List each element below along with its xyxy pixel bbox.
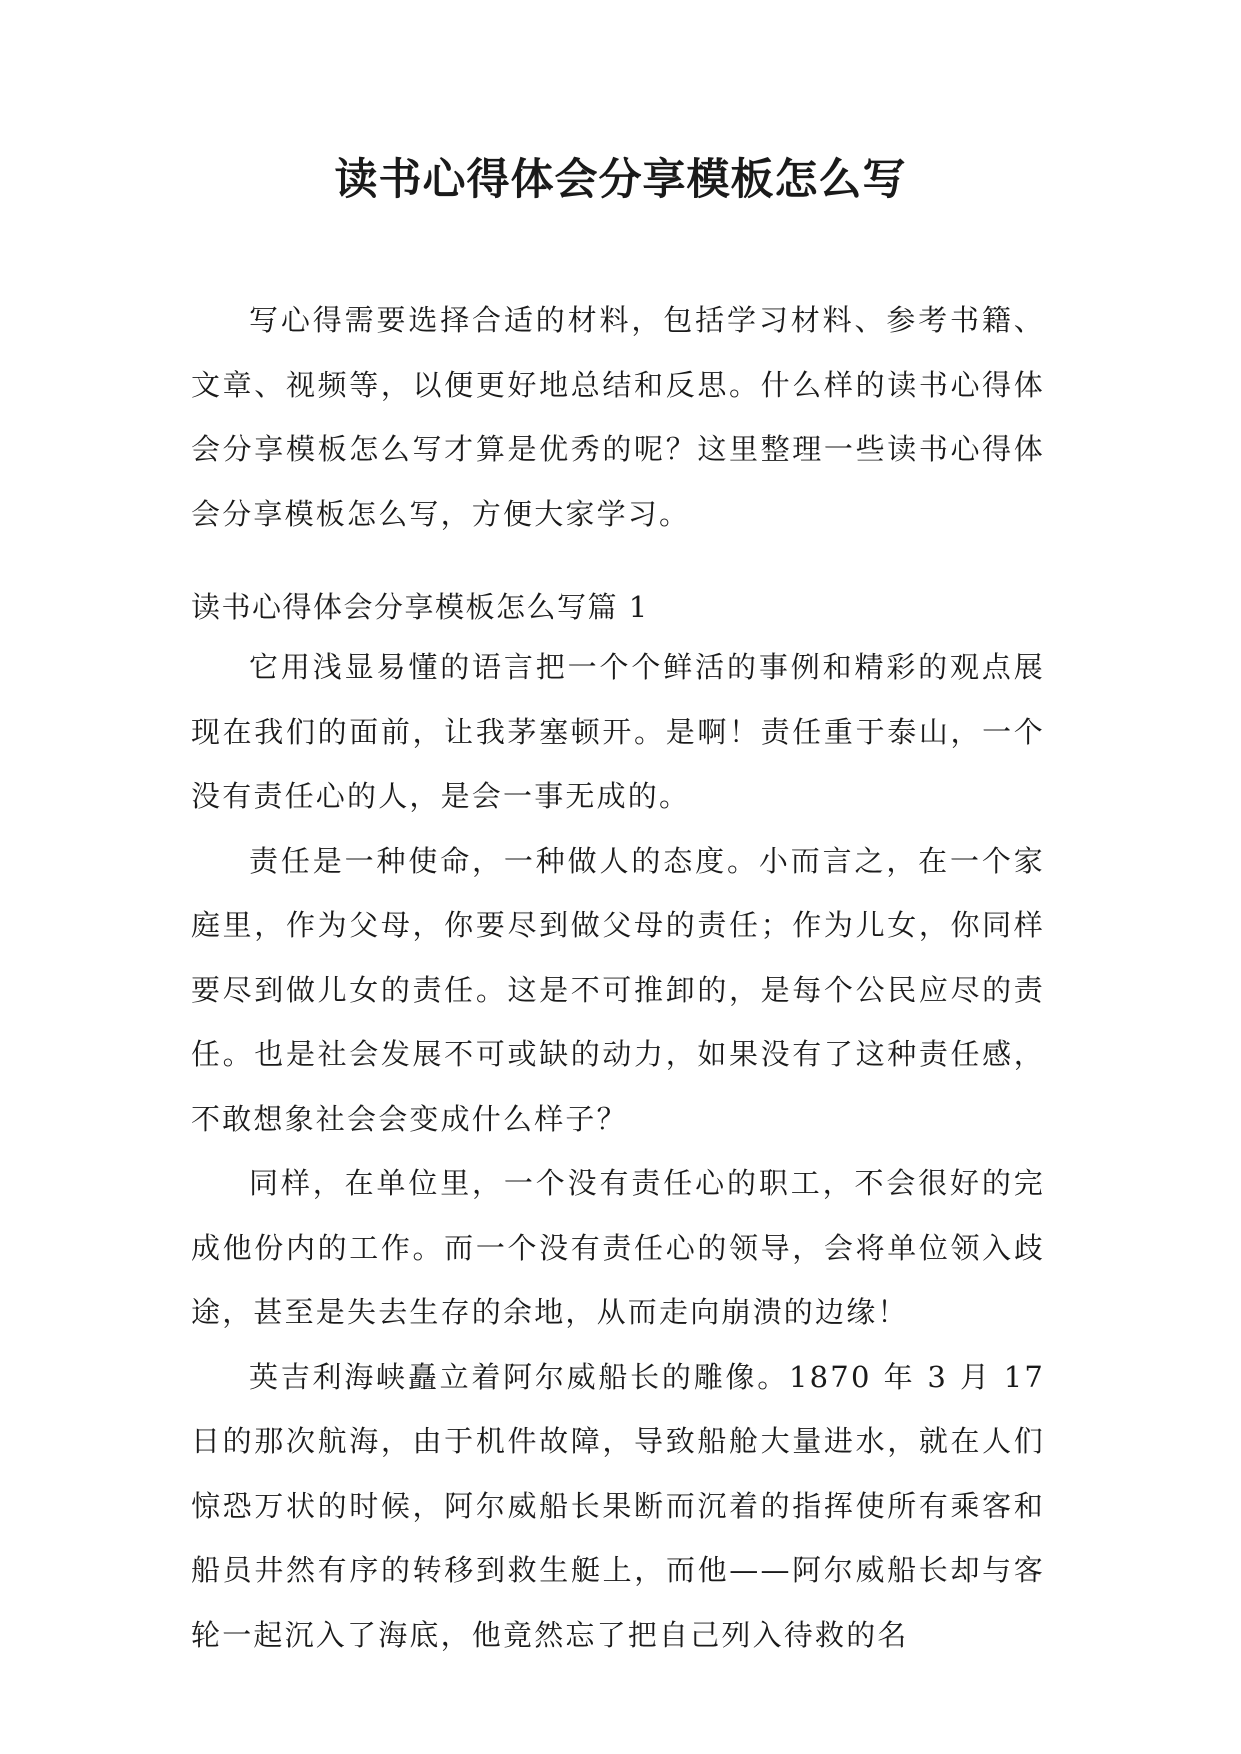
intro-block bbox=[191, 288, 1045, 546]
section-heading: 读书心得体会分享模板怎么写篇 1 bbox=[191, 590, 649, 624]
body-paragraph: 它用浅显易懂的语言把一个个鲜活的事例和精彩的观点展现在我们的面前，让我茅塞顿开。是啊！责任重于泰山，一个没有责任心的人，是会一事无成的。 bbox=[191, 650, 1045, 813]
body-paragraph: 责任是一种使命，一种做人的态度。小而言之，在一个家庭里，作为父母，你要尽到做父母的责任；作为儿女，你同样要尽到做儿女的责任。这是不可推卸的，是每个公民应尽的责任。也是社会发展不可或缺的动力，如果没有了这种责任感，不敢想象社会会变成什么样子？ bbox=[191, 843, 1045, 1136]
article-body bbox=[191, 635, 1045, 1667]
body-paragraph: 同样，在单位里，一个没有责任心的职工，不会很好的完成他份内的工作。而一个没有责任心的领导，会将单位领入歧途，甚至是失去生存的余地，从而走向崩溃的边缘！ bbox=[191, 1166, 1045, 1329]
document-title: 读书心得体会分享模板怎么写 bbox=[334, 155, 907, 205]
body-paragraph: 英吉利海峡矗立着阿尔威船长的雕像。1870 年 3 月 17 日的那次航海，由于机件故障，导致船舱大量进水，就在人们惊恐万状的时候，阿尔威船长果断而沉着的指挥使所有乘客和船员井然有序的转移到救生艇上，而他——阿尔威船长却与客轮一起沉入了海底，他竟然忘了把自己列入待救的名 bbox=[191, 1359, 1045, 1652]
intro-paragraph: 写心得需要选择合适的材料，包括学习材料、参考书籍、文章、视频等，以便更好地总结和反思。什么样的读书心得体会分享模板怎么写才算是优秀的呢？这里整理一些读书心得体会分享模板怎么写，方便大家学习。 bbox=[191, 303, 1045, 531]
